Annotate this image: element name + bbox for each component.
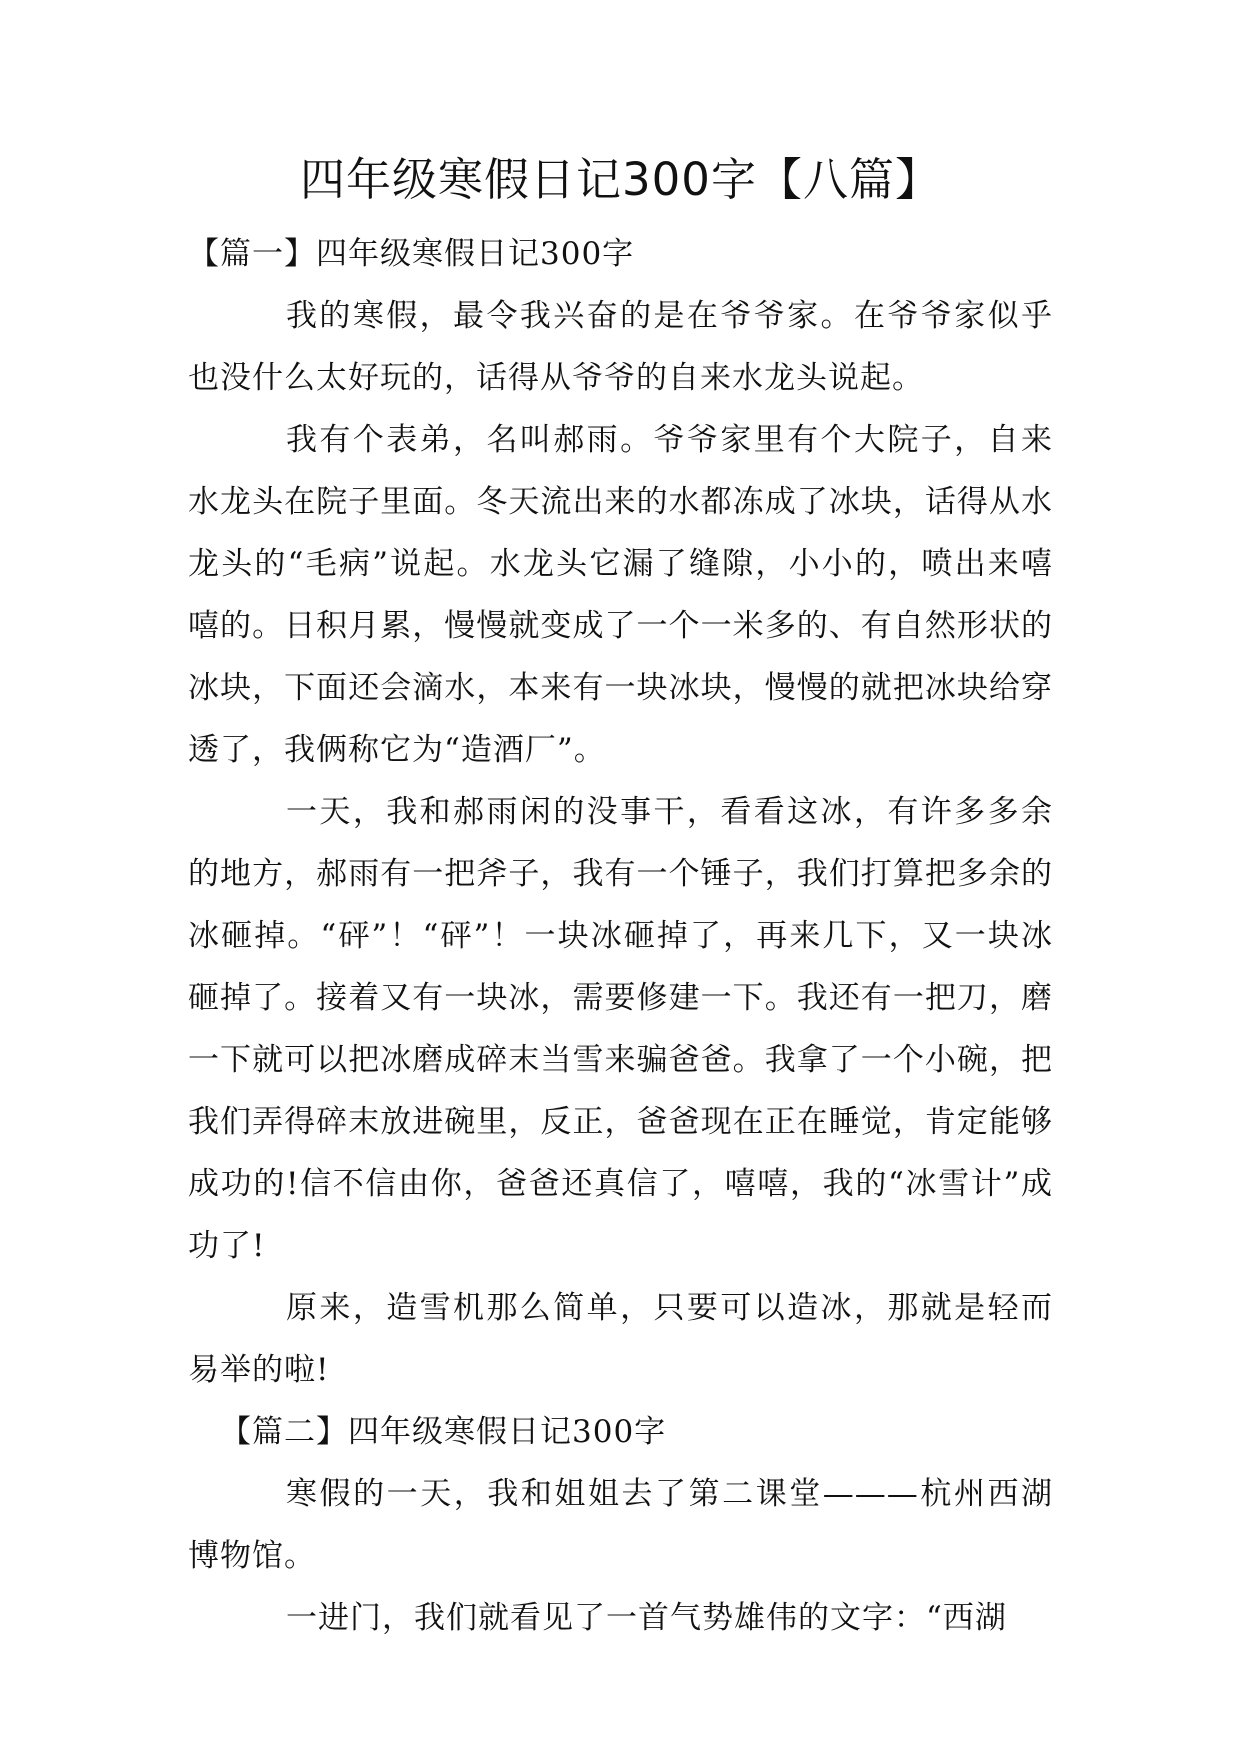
paragraph: 我有个表弟，名叫郝雨。爷爷家里有个大院子，自来水龙头在院子里面。冬天流出来的水都冻成了冰块，话得从水龙头的“毛病”说起。水龙头它漏了缝隙，小小的，喷出来嘻嘻的。日积月累，慢慢就变成了一个一米多的、有自然形状的冰块，下面还会滴水，本来有一块冰块，慢慢的就把冰块给穿透了，我俩称它为“造酒厂”。 [188, 422, 1053, 768]
paragraph: 一进门，我们就看见了一首气势雄伟的文字：“西湖 [286, 1600, 1007, 1636]
document-title: 四年级寒假日记300字【八篇】 [300, 153, 941, 206]
section-1 [188, 223, 1053, 1401]
paragraph: 寒假的一天，我和姐姐去了第二课堂———杭州西湖博物馆。 [188, 1476, 1053, 1574]
paragraph: 原来，造雪机那么简单，只要可以造冰，那就是轻而易举的啦! [188, 1290, 1053, 1388]
section-heading: 【篇二】四年级寒假日记300字 [220, 1414, 667, 1450]
section-heading: 【篇一】四年级寒假日记300字 [188, 236, 635, 272]
paragraph: 我的寒假，最令我兴奋的是在爷爷家。在爷爷家似乎也没什么太好玩的，话得从爷爷的自来水龙头说起。 [188, 298, 1053, 396]
section-2 [188, 1401, 1053, 1649]
paragraph: 一天，我和郝雨闲的没事干，看看这冰，有许多多余的地方，郝雨有一把斧子，我有一个锤子，我们打算把多余的冰砸掉。“砰”！“砰”！一块冰砸掉了，再来几下，又一块冰砸掉了。接着又有一块冰，需要修建一下。我还有一把刀，磨一下就可以把冰磨成碎末当雪来骗爸爸。我拿了一个小碗，把我们弄得碎末放进碗里，反正，爸爸现在正在睡觉，肯定能够成功的!信不信由你，爸爸还真信了，嘻嘻，我的“冰雪计”成功了! [188, 794, 1053, 1264]
document-body [188, 223, 1053, 1649]
